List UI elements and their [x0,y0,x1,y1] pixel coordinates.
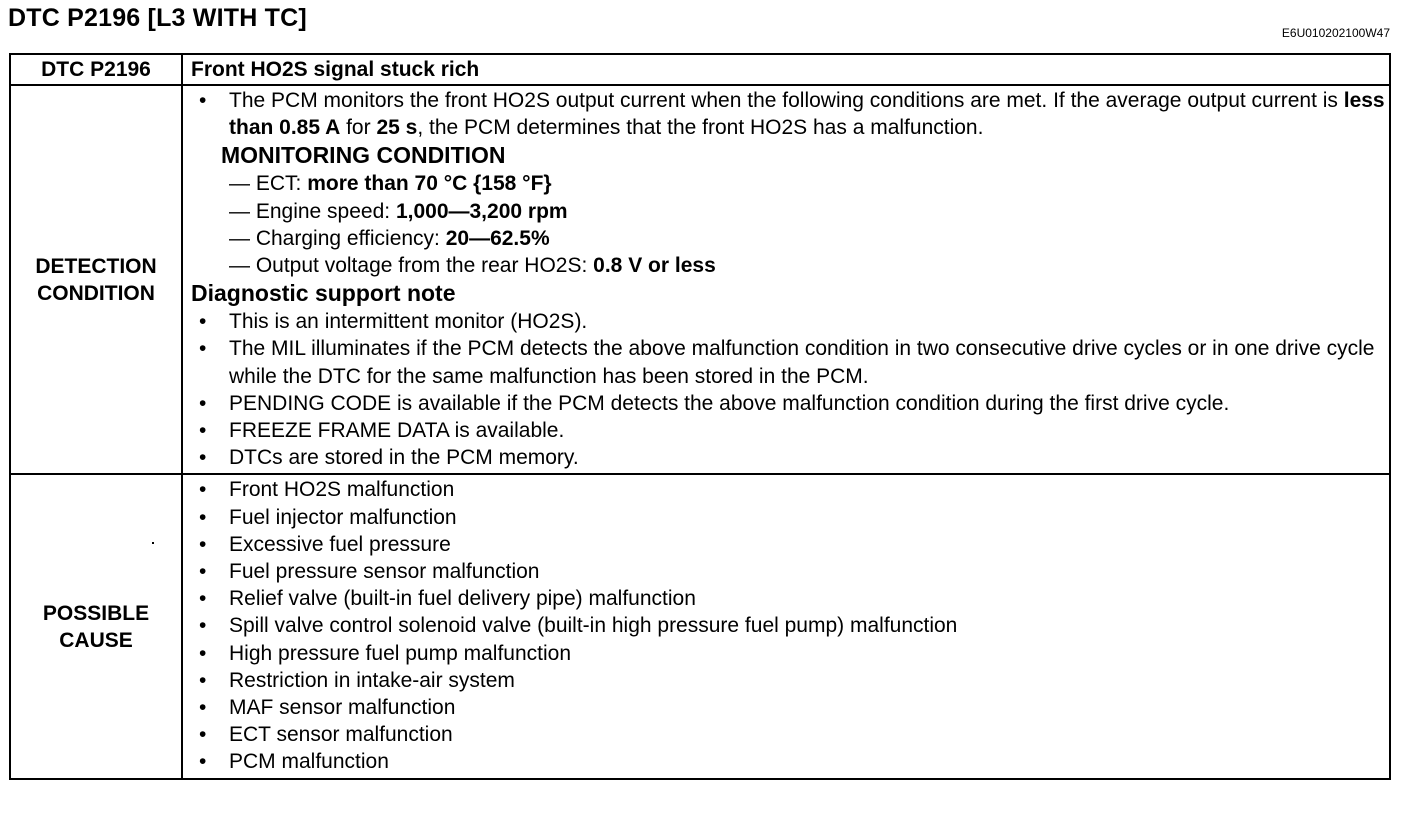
condition-label: — Output voltage from the rear HO2S: [229,254,594,278]
dtc-description-cell: Front HO2S signal stuck rich [182,54,1390,85]
cause-item: • ECT sensor malfunction [183,721,1389,748]
support-note: • FREEZE FRAME DATA is available. [183,417,1389,444]
document-code: E6U010202100W47 [1281,26,1390,40]
possible-cause-row [10,474,1390,778]
condition-item [183,170,1389,197]
monitoring-condition-heading: MONITORING CONDITION [221,142,506,169]
cause-item: • Front HO2S malfunction [183,476,1389,503]
dtc-table [9,53,1391,780]
detection-condition-row [10,85,1390,474]
intro-text-d: , the PCM determines that the front HO2S has a malfunction. [417,116,984,140]
cause-item: • PCM malfunction [183,748,1389,775]
intro-duration: 25 s [376,116,418,140]
condition-value: 1,000—3,200 rpm [395,199,568,223]
monitor-intro [183,87,1389,141]
cause-item: • Fuel pressure sensor malfunction [183,558,1389,585]
support-note: • PENDING CODE is available if the PCM detects the above malfunction condition during the first drive cycle. [183,390,1389,417]
cause-label-line1: POSSIBLE [42,601,150,625]
condition-item [183,252,1389,279]
intro-threshold: less than 0.85 A [229,89,1385,140]
cause-item: • MAF sensor malfunction [183,694,1389,721]
support-note: • This is an intermittent monitor (HO2S). [183,308,1389,335]
condition-item [183,198,1389,225]
detection-condition-content [182,85,1390,474]
page-title: DTC P2196 [L3 WITH TC] [8,4,307,32]
cause-item: • Restriction in intake-air system [183,667,1389,694]
condition-label: — ECT: [229,172,308,196]
cause-item: • Spill valve control solenoid valve (built-in high pressure fuel pump) malfunction [183,612,1389,639]
table-header-row [10,54,1390,85]
cause-item: • Relief valve (built-in fuel delivery pipe) malfunction [183,585,1389,612]
cause-label-line2: CAUSE [59,628,133,652]
detection-label-line1: DETECTION [35,254,157,278]
condition-value: more than 70 °C {158 °F} [307,172,552,196]
condition-label: — Charging efficiency: [229,226,446,250]
detection-label-line2: CONDITION [37,281,155,305]
possible-cause-label [10,474,182,778]
condition-value: 0.8 V or less [593,254,716,278]
condition-value: 20—62.5% [445,226,550,250]
detection-condition-label [10,85,182,474]
condition-label: — Engine speed: [229,199,396,223]
condition-item [183,225,1389,252]
support-note: • DTCs are stored in the PCM memory. [183,444,1389,471]
diagnostic-support-heading: Diagnostic support note [191,280,456,307]
dtc-code-cell: DTC P2196 [10,54,182,85]
possible-cause-content [182,474,1390,778]
cause-item: • Fuel injector malfunction [183,504,1389,531]
intro-text-a: The PCM monitors the front HO2S output current when the following conditions are met. If the average output current is [229,89,1344,112]
cause-item: • Excessive fuel pressure [183,531,1389,558]
intro-text-c: for [340,116,377,140]
support-note: • The MIL illuminates if the PCM detects the above malfunction condition in two consecutive drive cycles or in one drive cycle while the DTC for the same malfunction has been stored in the PCM. [183,335,1389,389]
scan-speck [152,542,154,544]
cause-item: • High pressure fuel pump malfunction [183,640,1389,667]
